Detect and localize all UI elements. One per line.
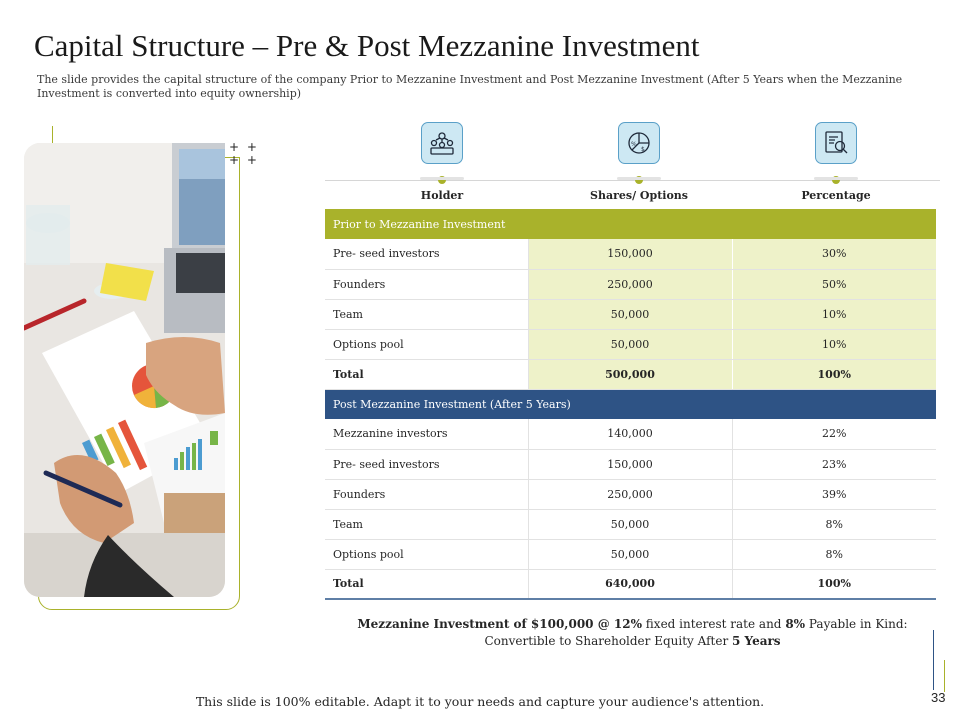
section-header-post: [325, 389, 936, 419]
holder-cell: Founders: [325, 269, 528, 299]
percentage-cell: 100%: [732, 569, 936, 599]
holder-cell: Total: [325, 359, 528, 389]
decor-line-green: [944, 660, 945, 692]
shares-cell: 150,000: [528, 449, 732, 479]
table-row: [325, 479, 936, 509]
people-network-icon: [421, 122, 463, 164]
percentage-cell: 10%: [732, 299, 936, 329]
shares-cell: 500,000: [528, 359, 732, 389]
percentage-cell: 8%: [732, 509, 936, 539]
shares-cell: 140,000: [528, 419, 732, 449]
table-total-row: [325, 569, 936, 599]
holder-cell: Founders: [325, 479, 528, 509]
svg-text:%: %: [631, 141, 637, 148]
shares-cell: 50,000: [528, 539, 732, 569]
table-row: [325, 299, 936, 329]
svg-text:$: $: [641, 146, 645, 153]
investment-note: [345, 616, 920, 650]
table-total-row: [325, 359, 936, 389]
note-bold-pik: 8%: [785, 617, 806, 631]
holder-cell: Options pool: [325, 329, 528, 359]
shares-cell: 50,000: [528, 329, 732, 359]
note-text: fixed interest rate and: [641, 617, 786, 631]
table-row: [325, 269, 936, 299]
post-investment-section: [325, 389, 936, 599]
header-percentage: [736, 122, 936, 202]
table-row: [325, 539, 936, 569]
document-magnifier-icon: [815, 122, 857, 164]
header-label: Holder: [420, 189, 464, 202]
header-dot: [832, 176, 840, 184]
pre-investment-section: [325, 209, 936, 389]
shares-cell: 50,000: [528, 299, 732, 329]
holder-cell: Team: [325, 509, 528, 539]
table-row: [325, 449, 936, 479]
note-bold-years: 5 Years: [732, 634, 781, 648]
section-header-pre: [325, 209, 936, 239]
slide-subtitle: The slide provides the capital structure of the company Prior to Mezzanine Investment and Post Mezzanine Investment (After 5 Years when the Mezzanine Investment is converted into equity ownership): [37, 73, 903, 100]
percentage-cell: 10%: [732, 329, 936, 359]
percentage-cell: 50%: [732, 269, 936, 299]
pie-chart-percent-icon: [618, 122, 660, 164]
percentage-cell: 30%: [732, 239, 936, 269]
percentage-cell: 23%: [732, 449, 936, 479]
shares-cell: 150,000: [528, 239, 732, 269]
office-desk-charts-photo: [24, 143, 225, 597]
header-holder: [342, 122, 542, 202]
header-shares: [539, 122, 739, 202]
shares-cell: 250,000: [528, 269, 732, 299]
slide-title: Capital Structure – Pre & Post Mezzanine Investment: [34, 28, 700, 63]
holder-cell: Pre- seed investors: [325, 239, 528, 269]
holder-cell: Pre- seed investors: [325, 449, 528, 479]
shares-cell: 640,000: [528, 569, 732, 599]
table-row: [325, 509, 936, 539]
note-bold-amount: Mezzanine Investment of $100,000 @ 12%: [357, 617, 642, 631]
page-number: 33: [931, 690, 946, 705]
percentage-cell: 100%: [732, 359, 936, 389]
table-row: [325, 329, 936, 359]
holder-cell: Total: [325, 569, 528, 599]
note-text: Payable in Kind: Convertible to Shareholder Equity After: [484, 617, 908, 648]
percentage-cell: 39%: [732, 479, 936, 509]
holder-cell: Mezzanine investors: [325, 419, 528, 449]
table-row: [325, 419, 936, 449]
shares-cell: 250,000: [528, 479, 732, 509]
shares-cell: 50,000: [528, 509, 732, 539]
table-row: [325, 239, 936, 269]
holder-cell: Options pool: [325, 539, 528, 569]
section-title: Prior to Mezzanine Investment: [325, 209, 936, 239]
slide-footer: This slide is 100% editable. Adapt it to your needs and capture your audience's attention.: [195, 694, 765, 709]
header-dot: [635, 176, 643, 184]
header-label: Shares/ Options: [590, 189, 688, 202]
section-title: Post Mezzanine Investment (After 5 Years): [325, 389, 936, 419]
percentage-cell: 22%: [732, 419, 936, 449]
percentage-cell: 8%: [732, 539, 936, 569]
capital-structure-table: [325, 209, 936, 600]
header-label: Percentage: [801, 189, 871, 202]
holder-cell: Team: [325, 299, 528, 329]
header-dot: [438, 176, 446, 184]
decor-line-blue: [933, 630, 934, 690]
decor-plus-grid: + + + +: [229, 140, 259, 167]
